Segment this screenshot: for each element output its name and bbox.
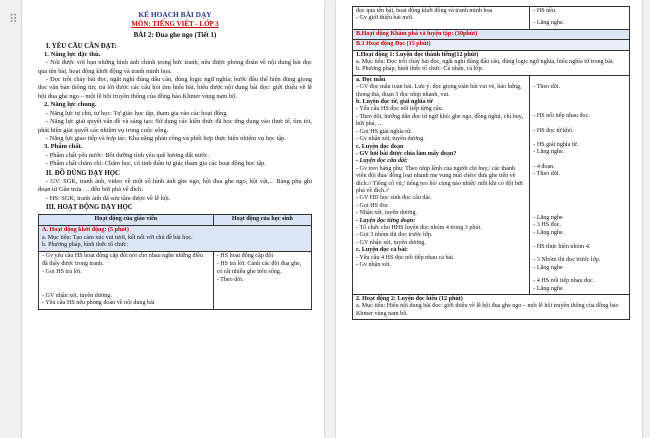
document-page-1 <box>22 0 324 438</box>
teacher-cell <box>39 252 214 310</box>
teacher-cell <box>353 7 530 30</box>
table-line: - Theo dõi, hướng dẫn đọc từ ngữ khó: ghe ngo, đồng nghịt, chỉ huy, bứt phá, … <box>356 113 523 128</box>
subsection-heading: 2. Năng lực chung. <box>44 101 97 109</box>
table-line: - Gv nhận xét, tuyên dương. <box>356 136 425 143</box>
table-line: - Luyện đọc từng đoạn: <box>356 217 416 224</box>
table-line: - 4 HS nối tiếp nhau đọc. <box>533 278 595 285</box>
step-heading: c. Luyện đọc cả bài: <box>356 247 408 254</box>
paragraph: - HS: SGK, tranh ảnh đã sưu tầm được về lễ hội. <box>46 194 171 202</box>
teacher-cell <box>353 75 530 294</box>
subsection-heading: 1. Năng lực đặc thù. <box>44 50 101 58</box>
paragraph: - Phẩm chất chăm chỉ: Chăm học, có tinh thần tự giác tham gia các hoạt động học tập. <box>46 160 266 168</box>
lesson-plan-table <box>38 214 312 310</box>
table-line: - 3 Nhóm thi đọc trước lớp. <box>533 257 601 264</box>
activity-method: b. Phương pháp, hình thức tổ chức: <box>42 242 128 249</box>
activity-row <box>353 294 630 319</box>
table-line: - Lắng nghe <box>533 264 563 271</box>
drag-handle-icon[interactable]: ⠿ <box>9 12 18 26</box>
table-line: - HS trả lời: Cảnh các đội đua ghe, có rất nhiều ghe trên sông. <box>216 261 302 275</box>
table-line: - HS nối tiếp nhau đọc. <box>533 113 590 120</box>
table-line: - 4 đoạn. <box>533 163 555 170</box>
column-header-teacher: Hoạt động của giáo viên <box>39 215 214 226</box>
table-line: - Gv treo bảng phụ: Theo nhịp lệnh của người chỉ huy,/ các thành viên đội đua/ đồng loạt nhanh mẹ vung mái chèo/ đưa ghe tiến về đích.// Tiếng cổ vũ,/ tiếng reo hò/ cùng náo nhiệt/ mỗi khi có đội bứt phá về đích.// <box>356 165 523 194</box>
table-line: - Lắng nghe. <box>533 229 565 236</box>
lesson-heading: BÀI 2: Đua ghe ngo (Tiết 1) <box>133 30 217 39</box>
column-header-student: Hoạt động của học sinh <box>213 215 311 226</box>
activity-title: B.Hoạt động Khám phá và luyện tập: (30phút) <box>353 29 630 39</box>
table-line: - Theo dõi. <box>533 83 561 90</box>
table-line: - GV đọc mẫu toàn bài. Lưu ý: đọc giọng toàn bài vui vẻ, háo hứng, thong thả, đoạn 3 đọc nhịp nhanh, vui. <box>356 84 522 98</box>
table-line: - GV hỏi bài được chia làm mấy đoạn? <box>356 150 457 157</box>
paragraph: - Năng lực tự chủ, tự học: Tự giác học tập, tham gia vào các hoạt động <box>46 109 227 117</box>
activity-row <box>39 225 312 251</box>
table-line: - Gọi 3 nhóm thi đọc trước lớp. <box>356 232 433 239</box>
table-line: - Theo dõi. <box>216 276 244 283</box>
table-line: - Gv yêu cầu HS hoạt động cặp đôi nói cho nhau nghe những điều đã thấy được trong tranh. <box>42 253 204 268</box>
table-line: - Yêu cầu HS đọc nối tiếp từng câu. <box>356 106 444 113</box>
paragraph: - Năng lực giải quyết vấn đề và sáng tạo: Sử dụng các kiến thức đã học ứng dụng vào thực tế, tìm tòi, phát hiện giải quyết các nhiệm vụ trong cuộc sống. <box>38 118 312 134</box>
activity-heading: 1.Hoạt động 1: Luyện đọc thành tiếng(12 phút) <box>356 51 479 58</box>
activity-goal: a. Mục tiêu: Hiểu nội dung bài đọc: giới thiệu về lễ hội đua ghe ngo – một lễ hội truyền thống của đồng bào Khmer vùng nam bộ. <box>356 303 619 317</box>
table-line: - Gọi HS đọc <box>356 202 389 209</box>
paragraph: - Nói được với bạn những hình ảnh chính trong bức tranh, nêu được phỏng đoán về nội dung bài đọc qua tên bài, hoạt động khởi động và tranh minh họa. <box>38 59 312 75</box>
table-line: - Tổ chức cho HHS luyện đọc nhóm 4 trong 3 phút. <box>356 224 482 231</box>
paragraph: - Đọc trôi chảy bài đọc, ngắt nghỉ đúng dấu câu, đúng logic ngữ nghĩa; bước đầu thể hiện đúng giọng đọc văn bản thông tin; trả lời được các câu hỏi tìm hiểu bài, hiểu được nội dung bài đọc: giới thiệu về lễ hội đua ghe ngo – một lễ hội truyền thống của đồng bào Khmer vùng nam bộ. <box>38 76 312 100</box>
activity-goal: a. Mục tiêu: Đọc trôi chảy bài đọc, ngắt nghỉ đúng dấu câu, đúng logic ngữ nghĩa, hiểu nghĩa từ trong bài. <box>356 59 615 66</box>
table-line: - Lắng nghe. <box>533 285 565 292</box>
document-page-2 <box>336 0 642 438</box>
table-line: - Luyện đọc câu dài: <box>356 158 408 165</box>
table-line: - Lắng nghe. <box>533 20 565 27</box>
paragraph: - Năng lực giao tiếp và hợp tác: Khả năng phản công và phối hợp thực hiện nhiệm vụ học tập. <box>46 135 286 143</box>
activity-goal: a. Mục tiêu: Tạo cảm xúc vui tươi, kết nối với chủ đề bài học. <box>42 234 193 241</box>
table-line: - 3 HS đọc. <box>533 222 562 229</box>
student-cell <box>530 75 630 294</box>
table-line: - Nhận xét, tuyên dương. <box>356 210 418 217</box>
activity-row <box>353 50 630 75</box>
table-line: - HS nêu. <box>533 8 557 14</box>
table-line: - HS đọc từ khó. <box>533 127 574 134</box>
table-line: - Gọi HS giải nghĩa từ. <box>356 128 412 135</box>
section-heading: III. HOẠT ĐỘNG DẠY HỌC <box>46 204 133 212</box>
table-line: - Gọi HS trả lời. <box>42 268 82 275</box>
paragraph: - Phẩm chất yêu nước: Bồi dưỡng tình yêu quê hương đất nước. <box>46 152 210 160</box>
step-heading: a. Đọc mẫu <box>356 76 386 83</box>
section-heading: II. ĐỒ DÙNG DẠY HỌC <box>46 169 120 177</box>
table-line: - Theo dõi. <box>533 171 561 178</box>
table-line: - Gv nhận xét. <box>356 262 391 268</box>
table-line: - Gv giới thiệu bài mới. <box>356 15 414 22</box>
activity-method: b. Phương pháp, hình thức tổ chức: Cá nhân, cả lớp. <box>356 66 484 73</box>
table-line: - GV nhận xét, tuyên dương. <box>356 239 426 246</box>
paragraph: - GV: SGK, tranh ảnh, video về một số hình ảnh ghe ngo, hội đua ghe ngo, hội vật,... Bảng phụ ghi đoạn từ Gần trưa … đến bứt phá về đích. <box>38 177 312 194</box>
section-heading: I. YÊU CẦU CẦN ĐẠT: <box>46 42 117 50</box>
subject-heading: MÔN: TIẾNG VIỆT - LỚP 3 <box>131 20 219 28</box>
table-line: - HS giải nghĩa từ. <box>533 142 579 149</box>
student-cell <box>213 252 311 310</box>
table-line: - Yêu cầu 4 HS đọc nối tiếp nhau cả bài. <box>356 254 455 261</box>
table-line: - HS hoạt động cặp đôi <box>216 253 274 260</box>
activity-heading: 2. Hoạt động 2: Luyện đọc hiểu (12 phút) <box>356 295 463 302</box>
step-heading: b. Luyện đọc từ, giải nghĩa từ <box>356 99 433 106</box>
table-line: - Yêu cầu HS nêu phỏng đoán về nội dung bài <box>42 300 155 307</box>
activity-subtitle: B.1 Hoạt động Đọc (15 phút) <box>353 40 630 50</box>
table-line: - Lắng nghe <box>533 214 563 221</box>
table-line: đọc qua tên bài, hoạt động khởi động và tranh minh họa <box>356 8 493 14</box>
table-line: - GV HD học sinh đọc câu dài. <box>356 195 432 202</box>
step-heading: c. Luyện đọc đoạn <box>356 143 404 150</box>
student-cell <box>530 7 630 30</box>
table-line: - Lắng nghe. <box>533 149 565 156</box>
lesson-plan-table-continued <box>352 6 630 320</box>
activity-title: A. Hoạt động khởi động: (5 phút) <box>42 226 129 233</box>
table-line: - GV nhận xét, tuyên dương. <box>42 292 112 299</box>
table-line: - HS thực hiện nhóm 4. <box>533 243 591 250</box>
subsection-heading: 3. Phẩm chất. <box>44 143 83 151</box>
page-title: KẾ HOẠCH BÀI DẠY <box>138 10 212 19</box>
